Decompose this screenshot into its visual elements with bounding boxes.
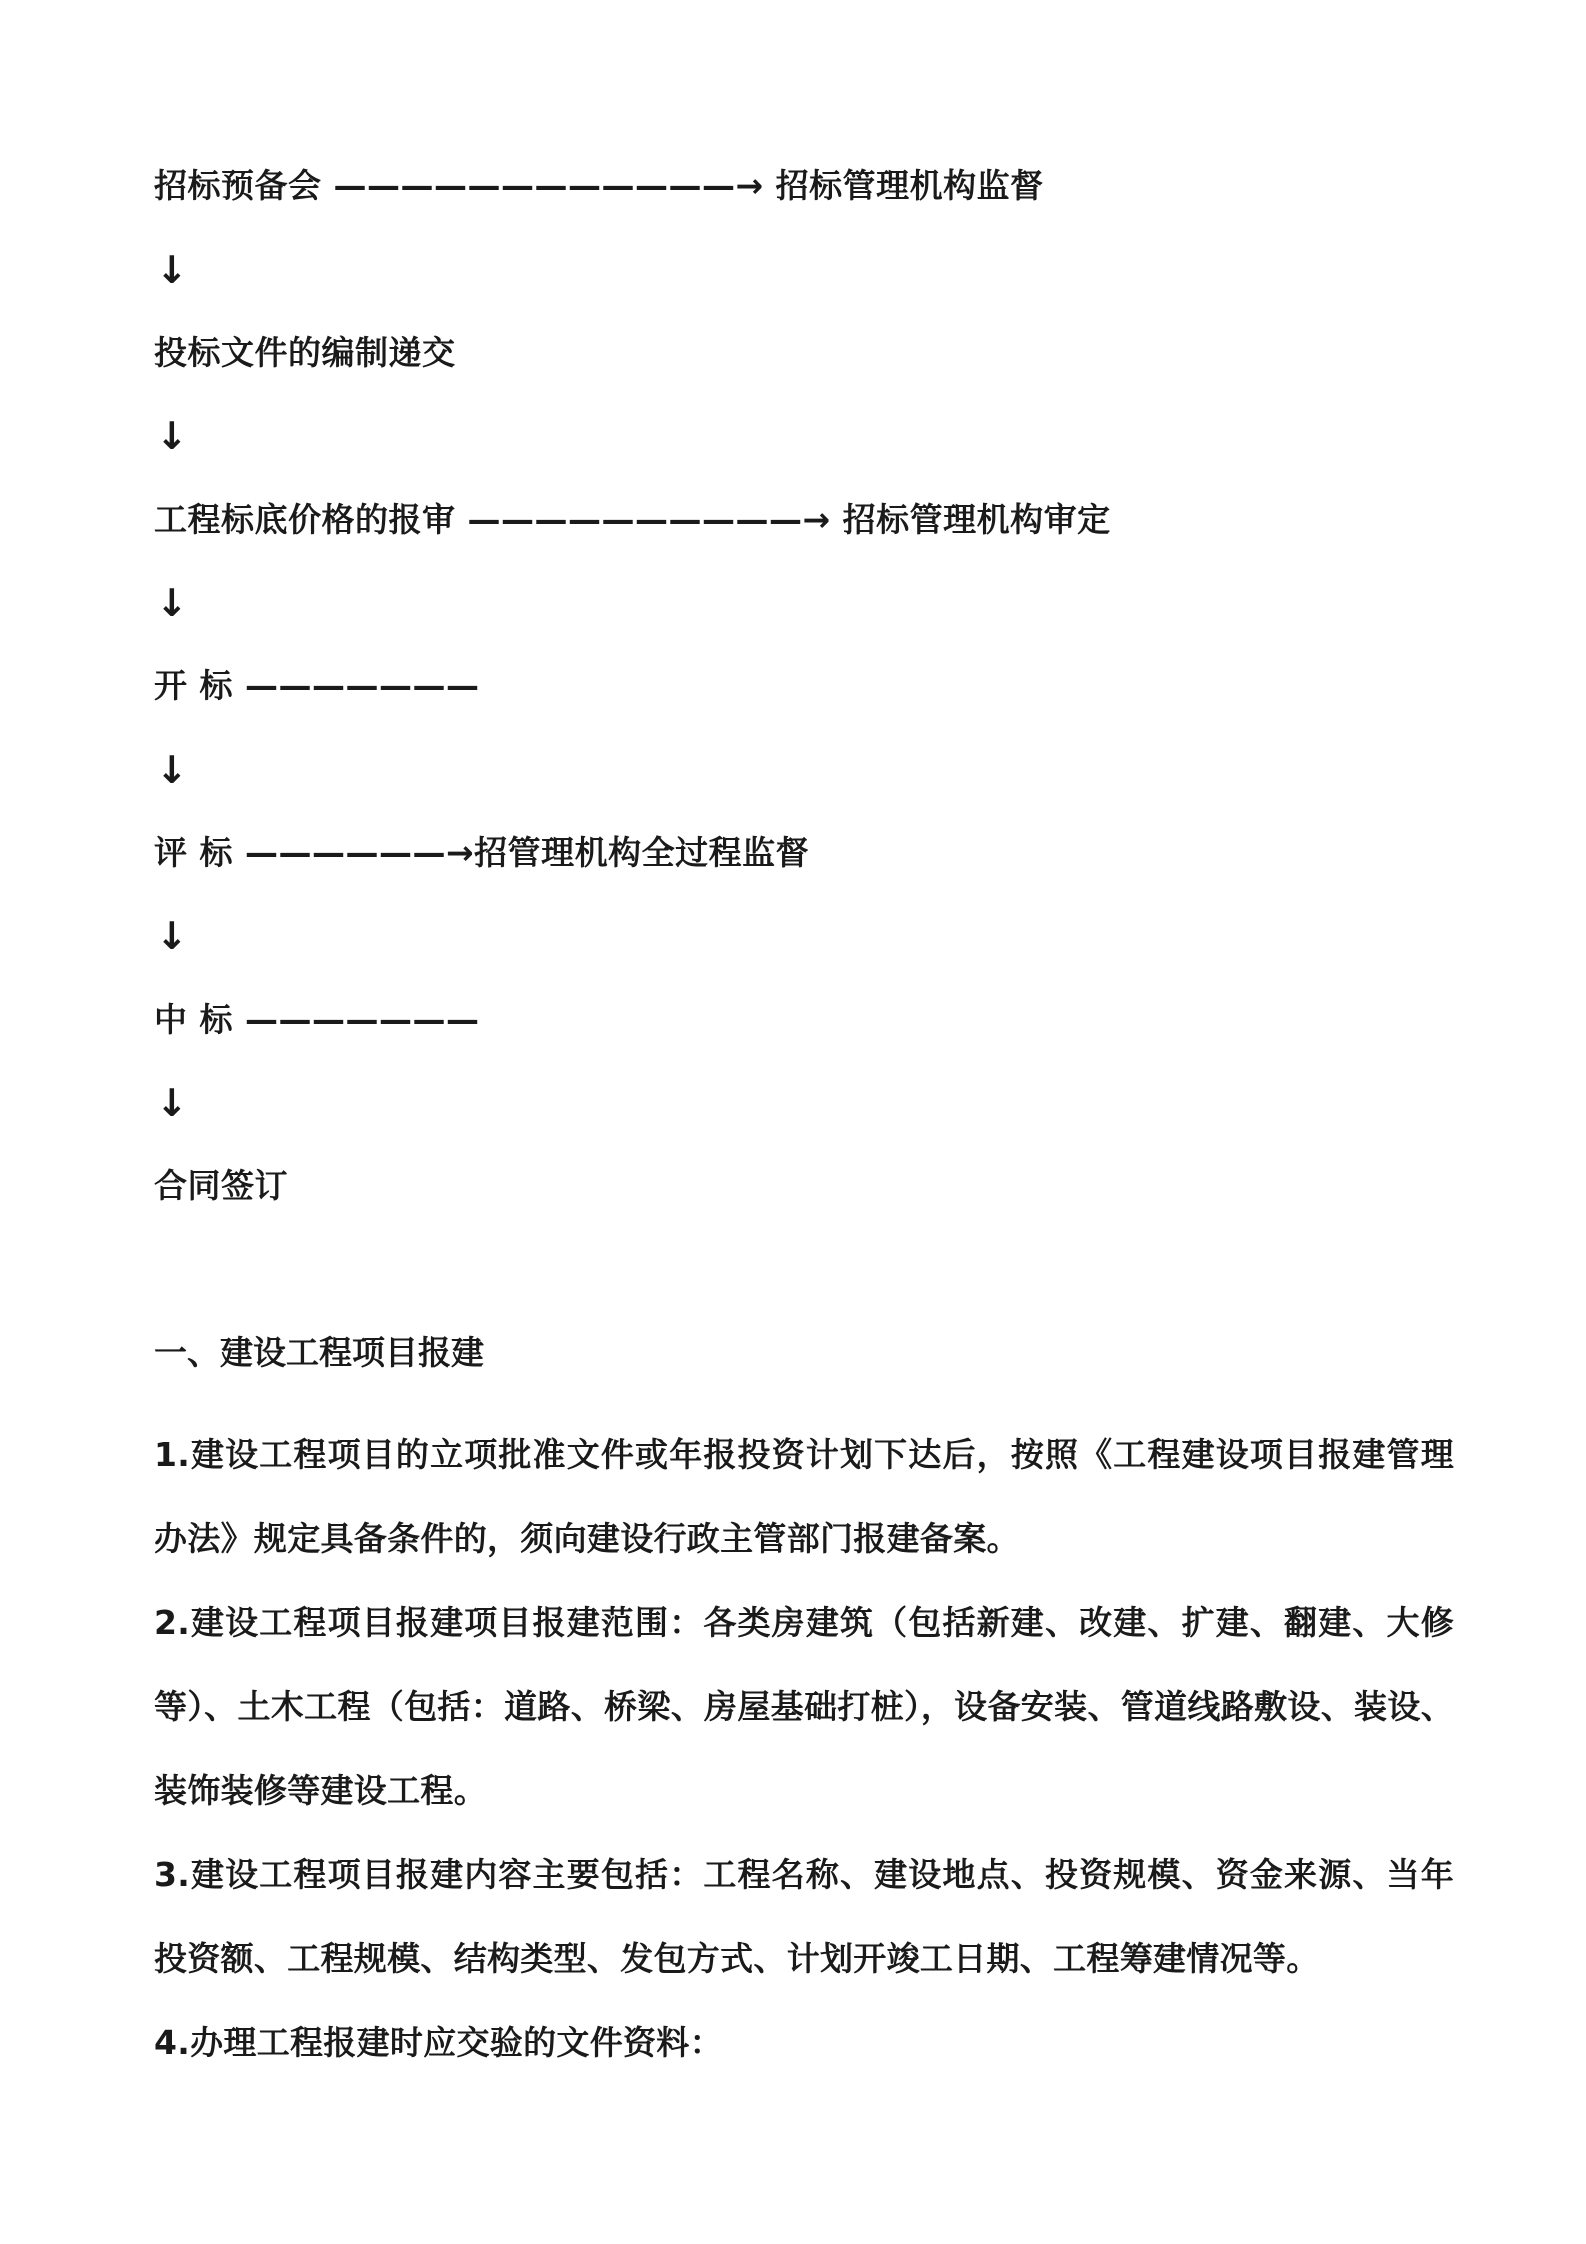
flow-step-contract-signing: 合同签订 [154, 1166, 288, 1205]
flow-step-bid-evaluation: 评 标 ——————→招管理机构全过程监督 [154, 833, 810, 872]
down-arrow-icon: ↓ [156, 414, 188, 458]
down-arrow-icon: ↓ [156, 914, 188, 958]
paragraph-4: 4.办理工程报建时应交验的文件资料： [154, 2023, 723, 2062]
flow-step-bid-opening: 开 标 ——————— [154, 666, 480, 705]
down-arrow-icon: ↓ [156, 581, 188, 625]
flow-step-bid-award: 中 标 ——————— [154, 1000, 480, 1039]
down-arrow-icon: ↓ [156, 1081, 188, 1125]
section-heading: 一、建设工程项目报建 [154, 1333, 484, 1372]
flow-step-bid-document-submission: 投标文件的编制递交 [154, 333, 456, 372]
down-arrow-icon: ↓ [156, 748, 188, 792]
paragraph-2: 2.建设工程项目报建项目报建范围：各类房建筑（包括新建、改建、扩建、翻建、大修等）、土木工程（包括：道路、桥梁、房屋基础打桩），设备安装、管道线路敷设、装设、装饰装修等建设工程。 [154, 1603, 1454, 1810]
down-arrow-icon: ↓ [156, 248, 188, 292]
section-project-registration [154, 1331, 1454, 2085]
paragraph-1: 1.建设工程项目的立项批准文件或年报投资计划下达后，按照《工程建设项目报建管理办法》规定具备条件的，须向建设行政主管部门报建备案。 [154, 1435, 1454, 1558]
flow-step-base-price-review: 工程标底价格的报审 ——————————→ 招标管理机构审定 [154, 500, 1111, 539]
flow-step-bid-preparatory-meeting: 招标预备会 ————————————→ 招标管理机构监督 [154, 166, 1044, 205]
paragraph-3: 3.建设工程项目报建内容主要包括：工程名称、建设地点、投资规模、资金来源、当年投资额、工程规模、结构类型、发包方式、计划开竣工日期、工程筹建情况等。 [154, 1855, 1454, 1978]
